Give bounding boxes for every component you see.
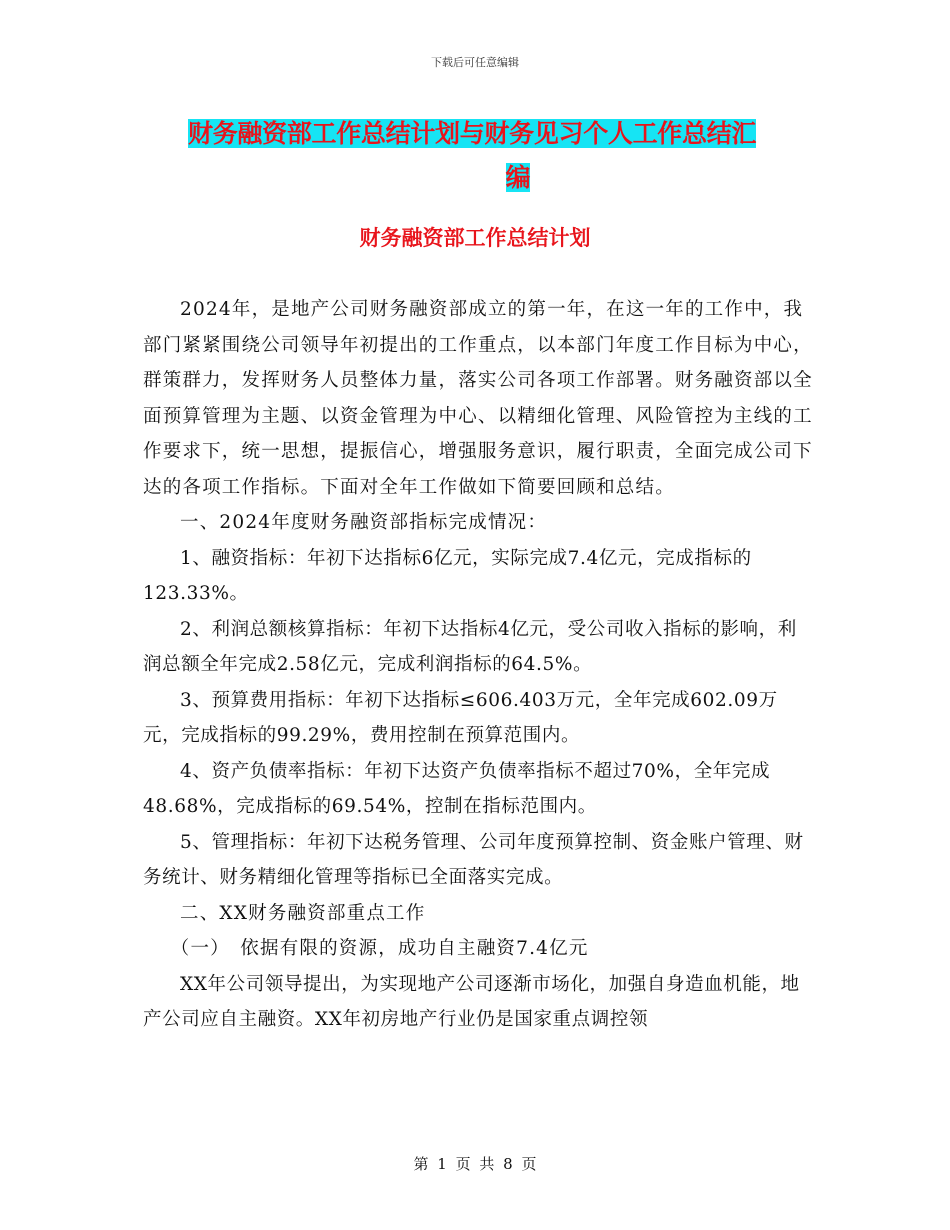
header-note: 下载后可任意编辑	[431, 56, 519, 69]
paragraph-heading-1: 一、2024年度财务融资部指标完成情况：	[180, 512, 548, 533]
paragraph-heading-2: 二、XX财务融资部重点工作	[180, 902, 426, 924]
document-title	[188, 112, 808, 200]
page-footer: 第 1 页 共 8 页	[413, 1155, 537, 1173]
paragraph-item-2: 2、利润总额核算指标：年初下达指标4亿元，受公司收入指标的影响，利润总额全年完成2.58亿元，完成利润指标的64.5%。	[143, 618, 797, 675]
paragraph-item-3: 3、预算费用指标：年初下达指标≤606.403万元，全年完成602.09万元，完成指标的99.29%，费用控制在预算范围内。	[143, 689, 778, 746]
title-line-1-text: 财务融资部工作总结计划与财务见习个人工作总结汇	[188, 119, 757, 148]
paragraph-intro: 2024年，是地产公司财务融资部成立的第一年，在这一年的工作中，我部门紧紧围绕公司领导年初提出的工作重点，以本部门年度工作目标为中心，群策群力，发挥财务人员整体力量，落实公司各项工作部署。财务融资部以全面预算管理为主题、以资金管理为中心、以精细化管理、风险管控为主线的工作要求下，统一思想，提振信心，增强服务意识，履行职责，全面完成公司下达的各项工作指标。下面对全年工作做如下简要回顾和总结。	[143, 299, 813, 498]
section-title: 财务融资部工作总结计划	[359, 226, 591, 250]
paragraph-item-4: 4、资产负债率指标：年初下达资产负债率指标不超过70%，全年完成48.68%，完成指标的69.54%，控制在指标范围内。	[143, 760, 771, 817]
paragraph-item-5: 5、管理指标：年初下达税务管理、公司年度预算控制、资金账户管理、财务统计、财务精细化管理等指标已全面落实完成。	[143, 831, 804, 888]
title-line-2-text: 编	[505, 163, 531, 192]
paragraph-subheading-1: （一） 依据有限的资源，成功自主融资7.4亿元	[170, 938, 589, 959]
title-line-2	[188, 156, 808, 200]
title-line-1	[188, 112, 808, 156]
document-body	[143, 292, 813, 1038]
paragraph-item-1: 1、融资指标：年初下达指标6亿元，实际完成7.4亿元，完成指标的 123.33%。	[143, 547, 752, 604]
paragraph-body-continued: XX年公司领导提出，为实现地产公司逐渐市场化，加强自身造血机能，地产公司应自主融资。XX年初房地产行业仍是国家重点调控领	[143, 973, 800, 1030]
